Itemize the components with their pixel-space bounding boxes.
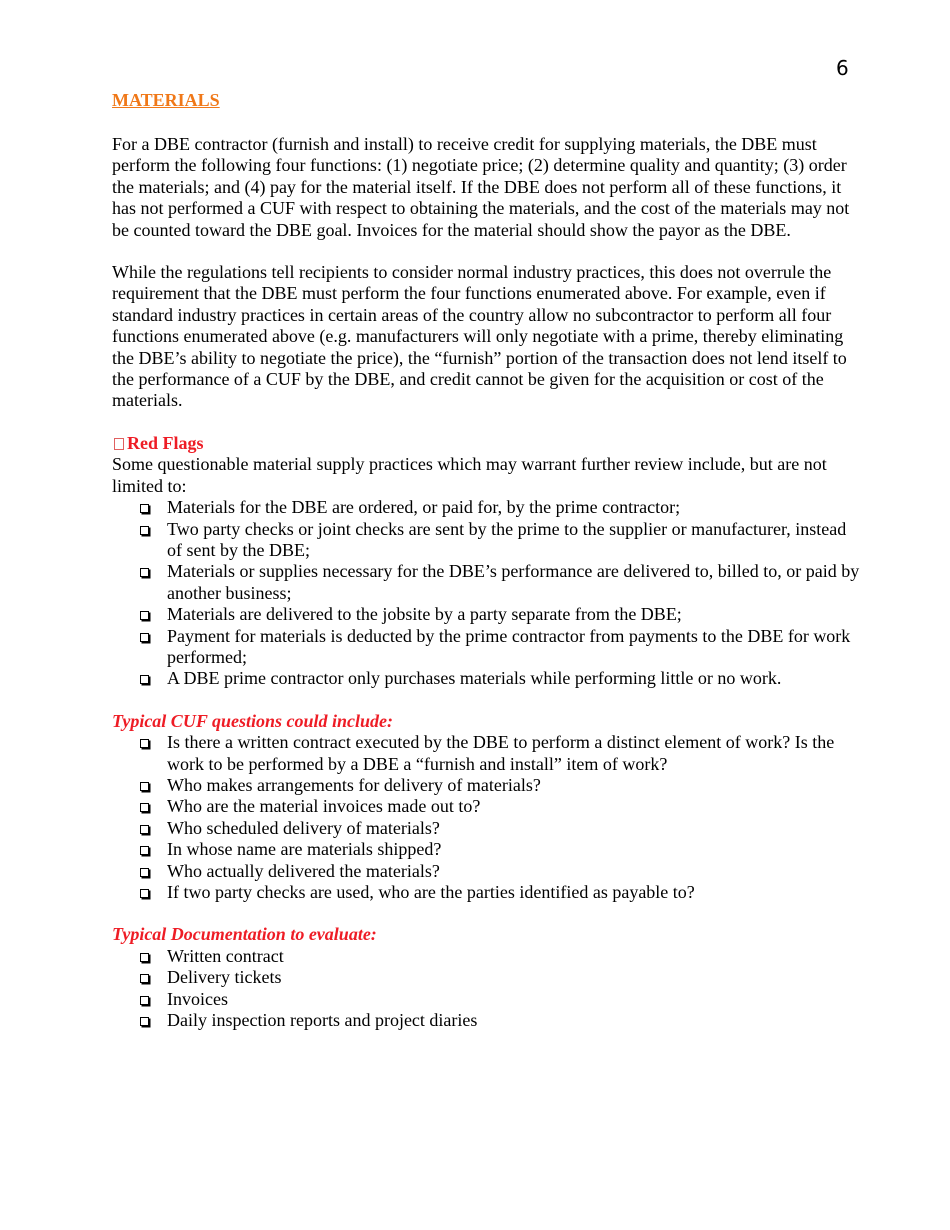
list-item-text: Materials are delivered to the jobsite by a party separate from the DBE; xyxy=(167,604,682,625)
checkbox-bullet-icon xyxy=(140,953,149,962)
list-item-text: Who actually delivered the materials? xyxy=(167,860,440,881)
list-item-text: A DBE prime contractor only purchases materials while performing little or no work. xyxy=(167,668,782,689)
checkbox-bullet-icon xyxy=(140,996,149,1005)
list-item-text: Who are the material invoices made out to? xyxy=(167,796,481,817)
red-flags-heading xyxy=(112,433,862,454)
checkbox-bullet-icon xyxy=(140,974,149,983)
page-number: 6 xyxy=(836,56,849,80)
cuf-questions-heading: Typical CUF questions could include: xyxy=(112,710,394,731)
list-item xyxy=(112,818,862,839)
list-item xyxy=(112,561,862,604)
list-item-text: Who scheduled delivery of materials? xyxy=(167,817,440,838)
list-item-text: Is there a written contract executed by the DBE to perform a distinct element of work? Is the work to be performed by a DBE a “furnish and install” item of work? xyxy=(167,732,835,774)
red-flags-list xyxy=(112,497,862,690)
list-item-text: Materials or supplies necessary for the DBE’s performance are delivered to, billed to, or paid by another business; xyxy=(167,561,860,603)
list-item xyxy=(112,946,862,967)
checkbox-bullet-icon xyxy=(140,611,149,620)
list-item xyxy=(112,732,862,775)
list-item xyxy=(112,882,862,903)
list-item-text: Daily inspection reports and project diaries xyxy=(167,1010,478,1031)
list-item xyxy=(112,967,862,988)
list-item-text: Who makes arrangements for delivery of materials? xyxy=(167,774,541,795)
checkbox-bullet-icon xyxy=(140,1017,149,1026)
list-item xyxy=(112,989,862,1010)
checkbox-bullet-icon xyxy=(140,889,149,898)
list-item-text: If two party checks are used, who are the parties identified as payable to? xyxy=(167,882,695,902)
list-item-text: Written contract xyxy=(167,945,284,966)
cuf-questions-list xyxy=(112,732,862,903)
checkbox-bullet-icon xyxy=(140,504,149,513)
documentation-list xyxy=(112,946,862,1032)
list-item-text: Payment for materials is deducted by the prime contractor from payments to the DBE for work performed; xyxy=(167,625,851,667)
list-item-text: Delivery tickets xyxy=(167,967,282,988)
checkbox-bullet-icon xyxy=(140,782,149,791)
list-item xyxy=(112,775,862,796)
red-flags-intro: Some questionable material supply practices which may warrant further review include, but are not limited to: xyxy=(112,454,827,496)
list-item xyxy=(112,497,862,518)
documentation-heading: Typical Documentation to evaluate: xyxy=(112,924,377,945)
list-item xyxy=(112,604,862,625)
document-body xyxy=(112,90,862,1031)
list-item xyxy=(112,668,862,689)
list-item xyxy=(112,839,862,860)
checkbox-bullet-icon xyxy=(140,825,149,834)
paragraph-industry-practices: While the regulations tell recipients to consider normal industry practices, this does not overrule the requirement that the DBE must perform the four functions enumerated above. For example, even if standard industry practices in certain areas of the country allow no subcontractor to perform all four functions enumerated above (e.g. manufacturers will only negotiate with a prime, thereby eliminating the DBE’s ability to negotiate the price), the “furnish” portion of the transaction does not lend itself to the performance of a CUF by the DBE, and credit cannot be given for the acquisition or cost of the materials. xyxy=(112,262,847,411)
checkbox-bullet-icon xyxy=(140,868,149,877)
paragraph-materials-credit: For a DBE contractor (furnish and install) to receive credit for supplying materials, the DBE must perform the following four functions: (1) negotiate price; (2) determine quality and quantity; (3) order the materials; and (4) pay for the material itself. If the DBE does not perform all of these functions, it has not performed a CUF with respect to obtaining the materials, and the cost of the materials may not be counted toward the DBE goal. Invoices for the material should show the payor as the DBE. xyxy=(112,134,850,240)
checkbox-bullet-icon xyxy=(140,526,149,535)
list-item xyxy=(112,796,862,817)
checkbox-glyph-icon xyxy=(114,438,124,450)
checkbox-bullet-icon xyxy=(140,675,149,684)
list-item xyxy=(112,1010,862,1031)
checkbox-bullet-icon xyxy=(140,846,149,855)
red-flags-heading-text: Red Flags xyxy=(127,432,204,453)
checkbox-bullet-icon xyxy=(140,633,149,642)
section-heading: MATERIALS xyxy=(112,90,220,110)
list-item-text: In whose name are materials shipped? xyxy=(167,839,442,860)
list-item-text: Invoices xyxy=(167,988,228,1009)
list-item xyxy=(112,626,862,669)
list-item-text: Two party checks or joint checks are sent by the prime to the supplier or manufacturer, instead of sent by the DBE; xyxy=(167,518,847,560)
list-item xyxy=(112,519,862,562)
checkbox-bullet-icon xyxy=(140,739,149,748)
checkbox-bullet-icon xyxy=(140,803,149,812)
list-item xyxy=(112,861,862,882)
checkbox-bullet-icon xyxy=(140,568,149,577)
list-item-text: Materials for the DBE are ordered, or paid for, by the prime contractor; xyxy=(167,497,681,518)
